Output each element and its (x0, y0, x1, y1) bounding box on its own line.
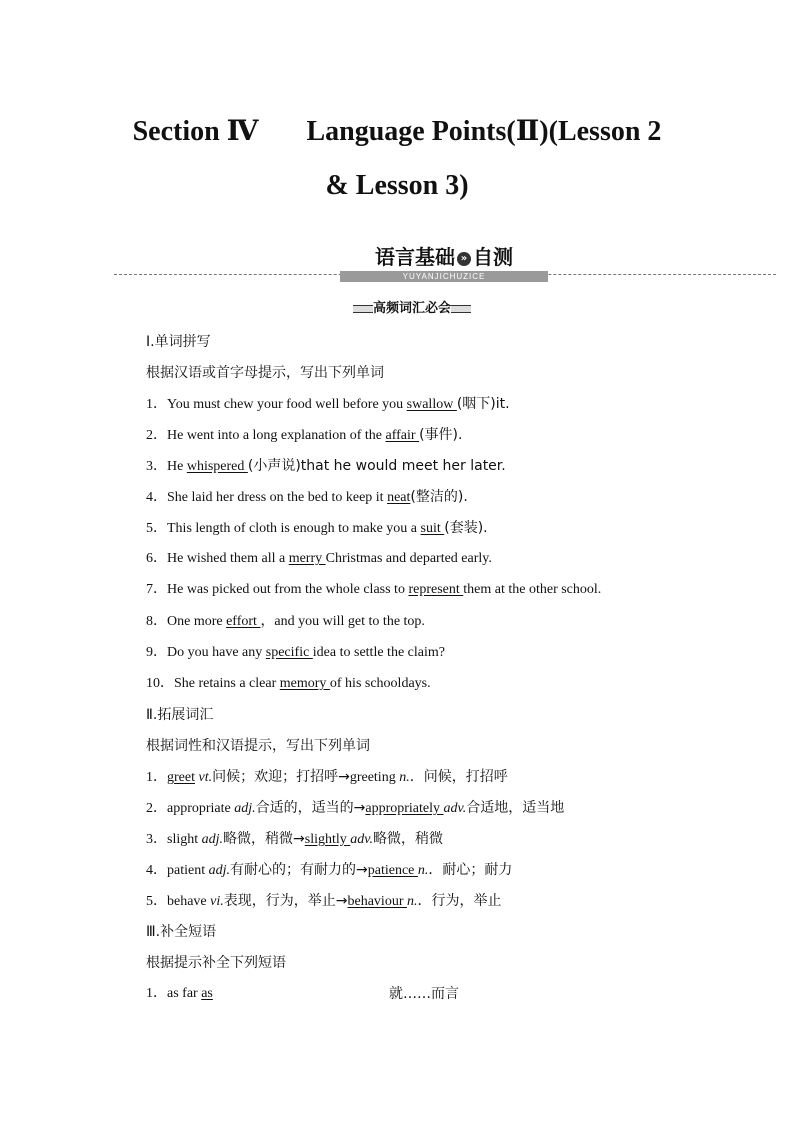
list-item: 1．greet vt.问候；欢迎；打招呼→greeting n.．问候，打招呼 (146, 769, 508, 785)
answer: greet (167, 770, 195, 785)
section-3-heading: Ⅲ.补全短语 (146, 924, 217, 940)
list-item: 1．as far as (146, 986, 213, 1001)
answer: whispered (186, 459, 248, 474)
list-item: 2．He went into a long explanation of the affair (事件). (146, 427, 463, 443)
sub-banner (343, 300, 481, 318)
list-item: 6．He wished them all a merry Christmas and departed early. (146, 551, 492, 566)
section-label: Section Ⅳ (132, 116, 259, 147)
answer: merry (288, 551, 326, 566)
list-item: 2．appropriate adj.合适的，适当的→appropriately adv.合适地，适当地 (146, 800, 565, 816)
section-1-instruction: 根据汉语或首字母提示，写出下列单词 (146, 365, 384, 381)
answer: appropriately (365, 801, 444, 816)
answer: neat (387, 490, 411, 505)
section-2-heading: Ⅱ.拓展词汇 (146, 707, 214, 723)
answer: effort (226, 614, 261, 629)
lesson-title: Language Points(Ⅱ)(Lesson 2 (306, 116, 662, 147)
bracket-left-icon (353, 305, 373, 313)
list-item: 5．This length of cloth is enough to make you a suit (套装). (146, 520, 488, 536)
list-item: 7．He was picked out from the whole class to represent them at the other school. (146, 582, 602, 597)
section-2-instruction: 根据词性和汉语提示，写出下列单词 (146, 738, 370, 754)
list-item: 5．behave vi.表现，行为，举止→behaviour n.．行为，举止 (146, 893, 502, 909)
page-title-line-2: & Lesson 3) (325, 170, 469, 201)
answer: patience (367, 863, 418, 878)
list-item: 1．You must chew your food well before you swallow (咽下)it. (146, 396, 510, 412)
banner-pinyin: YUYANJICHUZICE (340, 271, 548, 282)
list-item: 10．She retains a clear memory of his schooldays. (146, 676, 431, 691)
list-item: 3．He whispered (小声说)that he would meet her later. (146, 458, 506, 474)
banner-title: 语言基础 » 自测 (375, 245, 513, 269)
section-1-heading: Ⅰ.单词拼写 (146, 334, 211, 350)
answer: specific (265, 645, 313, 660)
answer: swallow (406, 397, 457, 412)
answer: represent (408, 582, 464, 597)
page-title-line-1 (0, 114, 794, 148)
list-item: 4．patient adj.有耐心的；有耐力的→patience n.．耐心；耐力 (146, 862, 513, 878)
double-arrow-icon: » (457, 252, 471, 266)
answer: memory (279, 676, 330, 691)
section-3-instruction: 根据提示补全下列短语 (146, 955, 286, 971)
answer: affair (385, 428, 420, 443)
answer: as (201, 986, 213, 1001)
answer: behaviour (347, 894, 407, 909)
bracket-right-icon (451, 305, 471, 313)
answer: slightly (304, 832, 351, 847)
section-banner (340, 244, 548, 284)
phrase-meaning: 就……而言 (389, 986, 459, 1002)
sub-banner-label: 高频词汇必会 (372, 301, 451, 316)
answer: suit (420, 521, 445, 536)
list-item: 8．One more effort ，and you will get to the top. (146, 614, 425, 629)
list-item: 9．Do you have any specific idea to settle the claim? (146, 645, 445, 660)
list-item: 4．She laid her dress on the bed to keep it neat(整洁的). (146, 489, 468, 505)
list-item: 3．slight adj.略微，稍微→slightly adv.略微，稍微 (146, 831, 443, 847)
